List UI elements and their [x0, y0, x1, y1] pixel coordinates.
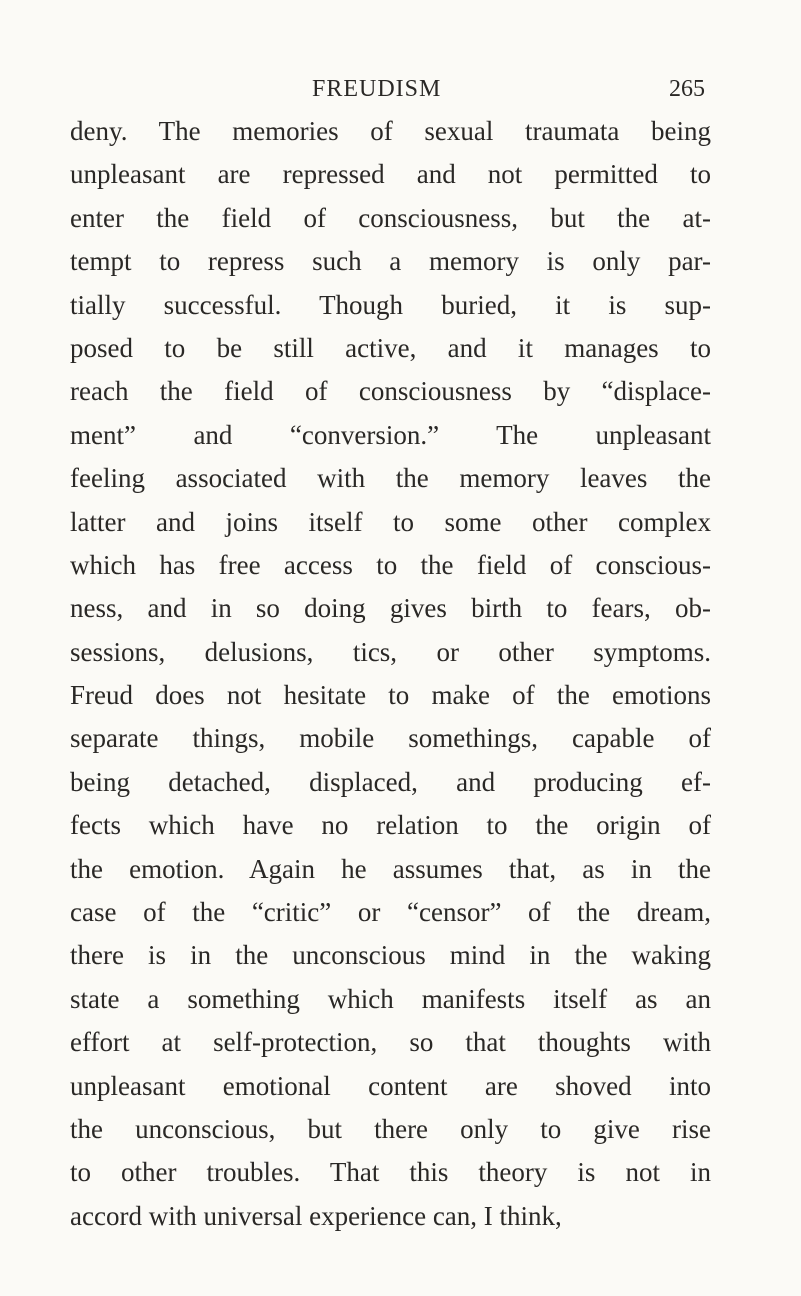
text-line: feeling associated with the memory leaves the: [70, 463, 711, 494]
text-line: to other troubles. That this theory is not in: [70, 1157, 711, 1188]
text-line: fects which have no relation to the origin of: [70, 810, 711, 841]
running-title: FREUDISM: [312, 76, 442, 102]
text-line: which has free access to the field of conscious-: [70, 549, 711, 580]
text-line: reach the field of consciousness by “displace-: [70, 376, 711, 407]
text-line: the unconscious, but there only to give rise: [70, 1113, 711, 1144]
text-line: unpleasant emotional content are shoved into: [70, 1070, 711, 1101]
text-line: tially successful. Though buried, it is sup-: [70, 289, 711, 320]
text-line: enter the field of consciousness, but the at-: [70, 202, 711, 233]
text-line: the emotion. Again he assumes that, as in the: [70, 853, 711, 884]
text-line: posed to be still active, and it manages to: [70, 332, 711, 363]
text-line: accord with universal experience can, I think,: [70, 1200, 562, 1231]
text-line: ment” and “conversion.” The unpleasant: [70, 419, 711, 450]
text-line: unpleasant are repressed and not permitted to: [70, 159, 711, 190]
text-line: there is in the unconscious mind in the waking: [70, 940, 711, 971]
body-paragraph: [70, 110, 711, 1238]
text-line: latter and joins itself to some other complex: [70, 506, 711, 537]
text-line: effort at self-protection, so that thoughts with: [70, 1027, 711, 1058]
text-line: separate things, mobile somethings, capable of: [70, 723, 711, 754]
running-head: [0, 72, 801, 106]
text-line: sessions, delusions, tics, or other symptoms.: [70, 636, 711, 667]
text-line: Freud does not hesitate to make of the emotions: [70, 680, 711, 711]
page-number: 265: [669, 76, 705, 102]
text-line: state a something which manifests itself as an: [70, 983, 711, 1014]
text-line: tempt to repress such a memory is only par-: [70, 246, 711, 277]
text-line: case of the “critic” or “censor” of the dream,: [70, 897, 711, 928]
text-line: deny. The memories of sexual traumata being: [70, 116, 711, 146]
text-line: being detached, displaced, and producing ef-: [70, 766, 711, 797]
text-line: ness, and in so doing gives birth to fears, ob-: [70, 593, 711, 624]
